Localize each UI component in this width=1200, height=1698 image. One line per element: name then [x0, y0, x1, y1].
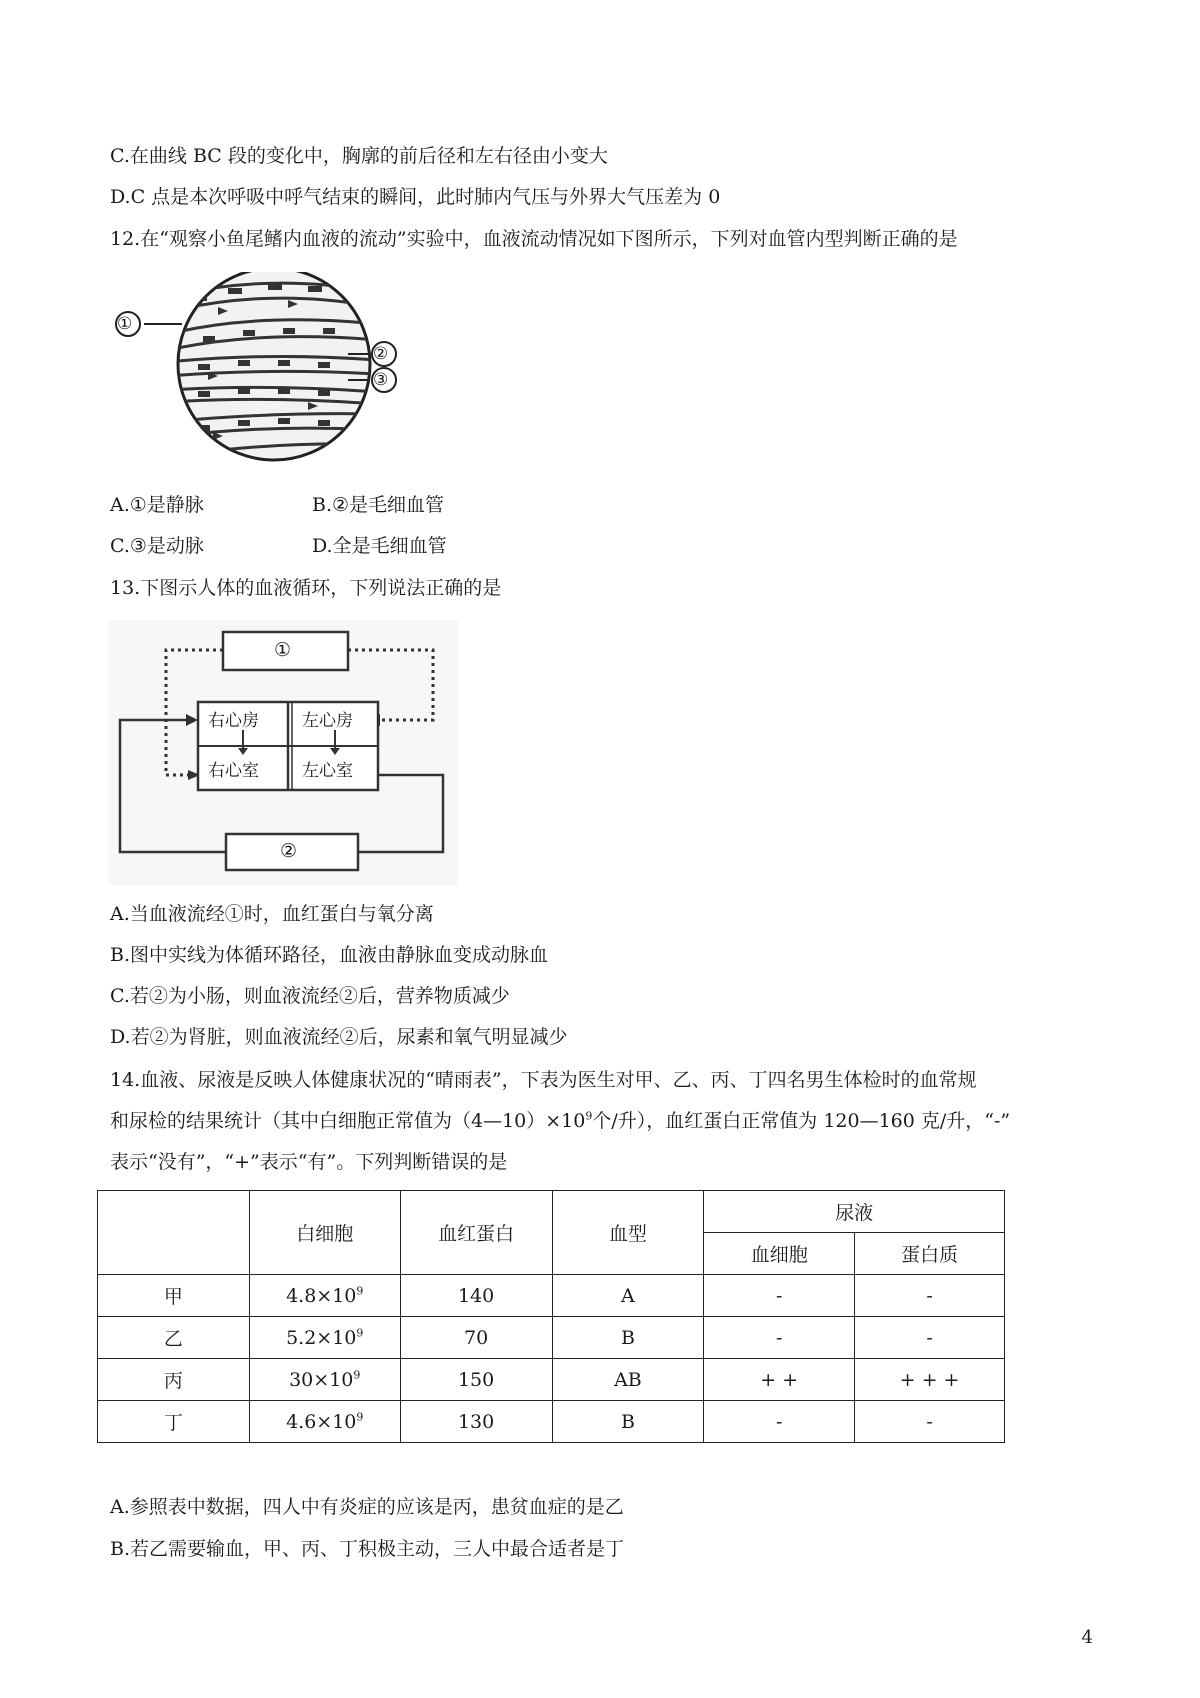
table-row [98, 1359, 1005, 1401]
wbc-mantissa: 4.6×10 [286, 1410, 357, 1433]
q14-stem-line1: 14.血液、尿液是反映人体健康状况的“晴雨表”，下表为医生对甲、乙、丙、丁四名男生体检时的血常规 [110, 1069, 977, 1091]
left-ventricle-label: 左心室 [302, 761, 353, 781]
q12-stem: 12.在“观察小鱼尾鳍内血液的流动”实验中，血液流动情况如下图所示，下列对血管内型判断正确的是 [110, 228, 958, 250]
table-row [98, 1401, 1005, 1443]
row-wbc [249, 1401, 400, 1443]
row-name: 甲 [98, 1275, 250, 1317]
row-wbc [249, 1275, 400, 1317]
q13-option-d: D.若②为肾脏，则血液流经②后，尿素和氧气明显减少 [110, 1026, 568, 1048]
q14-stem-line2 [110, 1108, 1010, 1134]
wbc-exponent: 9 [356, 1410, 364, 1424]
q14-option-a: A.参照表中数据，四人中有炎症的应该是丙，患贫血症的是乙 [110, 1496, 624, 1518]
row-name: 丁 [98, 1401, 250, 1443]
blood-urine-test-table [97, 1190, 1005, 1443]
row-name: 丙 [98, 1359, 250, 1401]
right-ventricle-label: 右心室 [208, 761, 259, 781]
q14-stem-line3: 表示“没有”，“+”表示“有”。下列判断错误的是 [110, 1151, 508, 1173]
lung-box-label: ① [274, 639, 292, 661]
row-wbc [249, 1359, 400, 1401]
row-hemoglobin: 150 [400, 1359, 552, 1401]
row-urine-protein: - [855, 1401, 1005, 1443]
row-urine-cells: - [704, 1275, 855, 1317]
header-urine-blood-cells: 血细胞 [704, 1233, 855, 1275]
fish-tail-blood-flow-figure [108, 272, 438, 472]
q13-option-a: A.当血液流经①时，血红蛋白与氧分离 [110, 903, 434, 925]
q14-option-b: B.若乙需要输血，甲、丙、丁积极主动，三人中最合适者是丁 [110, 1538, 625, 1560]
right-atrium-label: 右心房 [208, 711, 259, 731]
row-urine-cells: - [704, 1401, 855, 1443]
row-blood-type: B [552, 1317, 704, 1359]
q12-option-a: A.①是静脉 [110, 494, 204, 516]
wbc-mantissa: 4.8×10 [286, 1284, 357, 1307]
blood-circulation-diagram [108, 620, 458, 885]
header-urine: 尿液 [704, 1191, 1005, 1233]
q12-option-b: B.②是毛细血管 [312, 494, 445, 516]
wbc-mantissa: 30×10 [289, 1368, 354, 1391]
table-row [98, 1317, 1005, 1359]
left-atrium-label: 左心房 [302, 711, 353, 731]
wbc-exponent: 9 [356, 1284, 364, 1298]
q14-stem-line2-part-b: 个/升），血红蛋白正常值为 120—160 克/升，“-” [592, 1110, 1011, 1132]
fish-figure-label-2: ② [373, 344, 389, 364]
header-blood-type: 血型 [552, 1191, 704, 1275]
row-blood-type: AB [552, 1359, 704, 1401]
table-row [98, 1275, 1005, 1317]
row-hemoglobin: 130 [400, 1401, 552, 1443]
q14-stem-line2-part-a: 和尿检的结果统计（其中白细胞正常值为（4—10）×10 [110, 1110, 586, 1132]
q12-option-d: D.全是毛细血管 [312, 535, 447, 557]
row-hemoglobin: 70 [400, 1317, 552, 1359]
page-number: 4 [1081, 1627, 1093, 1648]
q12-option-c: C.③是动脉 [110, 535, 204, 557]
q13-option-c: C.若②为小肠，则血液流经②后，营养物质减少 [110, 985, 510, 1007]
q14-stem-exponent: 9 [585, 1109, 593, 1123]
row-wbc [249, 1317, 400, 1359]
row-urine-cells: - [704, 1317, 855, 1359]
q11-option-d: D.C 点是本次呼吸中呼气结束的瞬间，此时肺内气压与外界大气压差为 0 [110, 186, 721, 208]
row-urine-protein: - [855, 1317, 1005, 1359]
q13-stem: 13.下图示人体的血液循环，下列说法正确的是 [110, 577, 502, 599]
organ-box-label: ② [280, 840, 298, 862]
fish-figure-label-1: ① [117, 314, 133, 334]
wbc-exponent: 9 [356, 1326, 364, 1340]
q13-option-b: B.图中实线为体循环路径，血液由静脉血变成动脉血 [110, 944, 549, 966]
wbc-exponent: 9 [353, 1368, 361, 1382]
header-wbc: 白细胞 [249, 1191, 400, 1275]
header-hemoglobin: 血红蛋白 [400, 1191, 552, 1275]
row-name: 乙 [98, 1317, 250, 1359]
row-blood-type: B [552, 1401, 704, 1443]
wbc-mantissa: 5.2×10 [286, 1326, 357, 1349]
row-urine-protein: - [855, 1275, 1005, 1317]
header-urine-protein: 蛋白质 [855, 1233, 1005, 1275]
fish-figure-label-3: ③ [373, 370, 389, 390]
table-corner-cell [98, 1191, 250, 1275]
row-hemoglobin: 140 [400, 1275, 552, 1317]
row-urine-protein: + + + [855, 1359, 1005, 1401]
row-urine-cells: + + [704, 1359, 855, 1401]
q11-option-c: C.在曲线 BC 段的变化中，胸廓的前后径和左右径由小变大 [110, 145, 608, 167]
row-blood-type: A [552, 1275, 704, 1317]
